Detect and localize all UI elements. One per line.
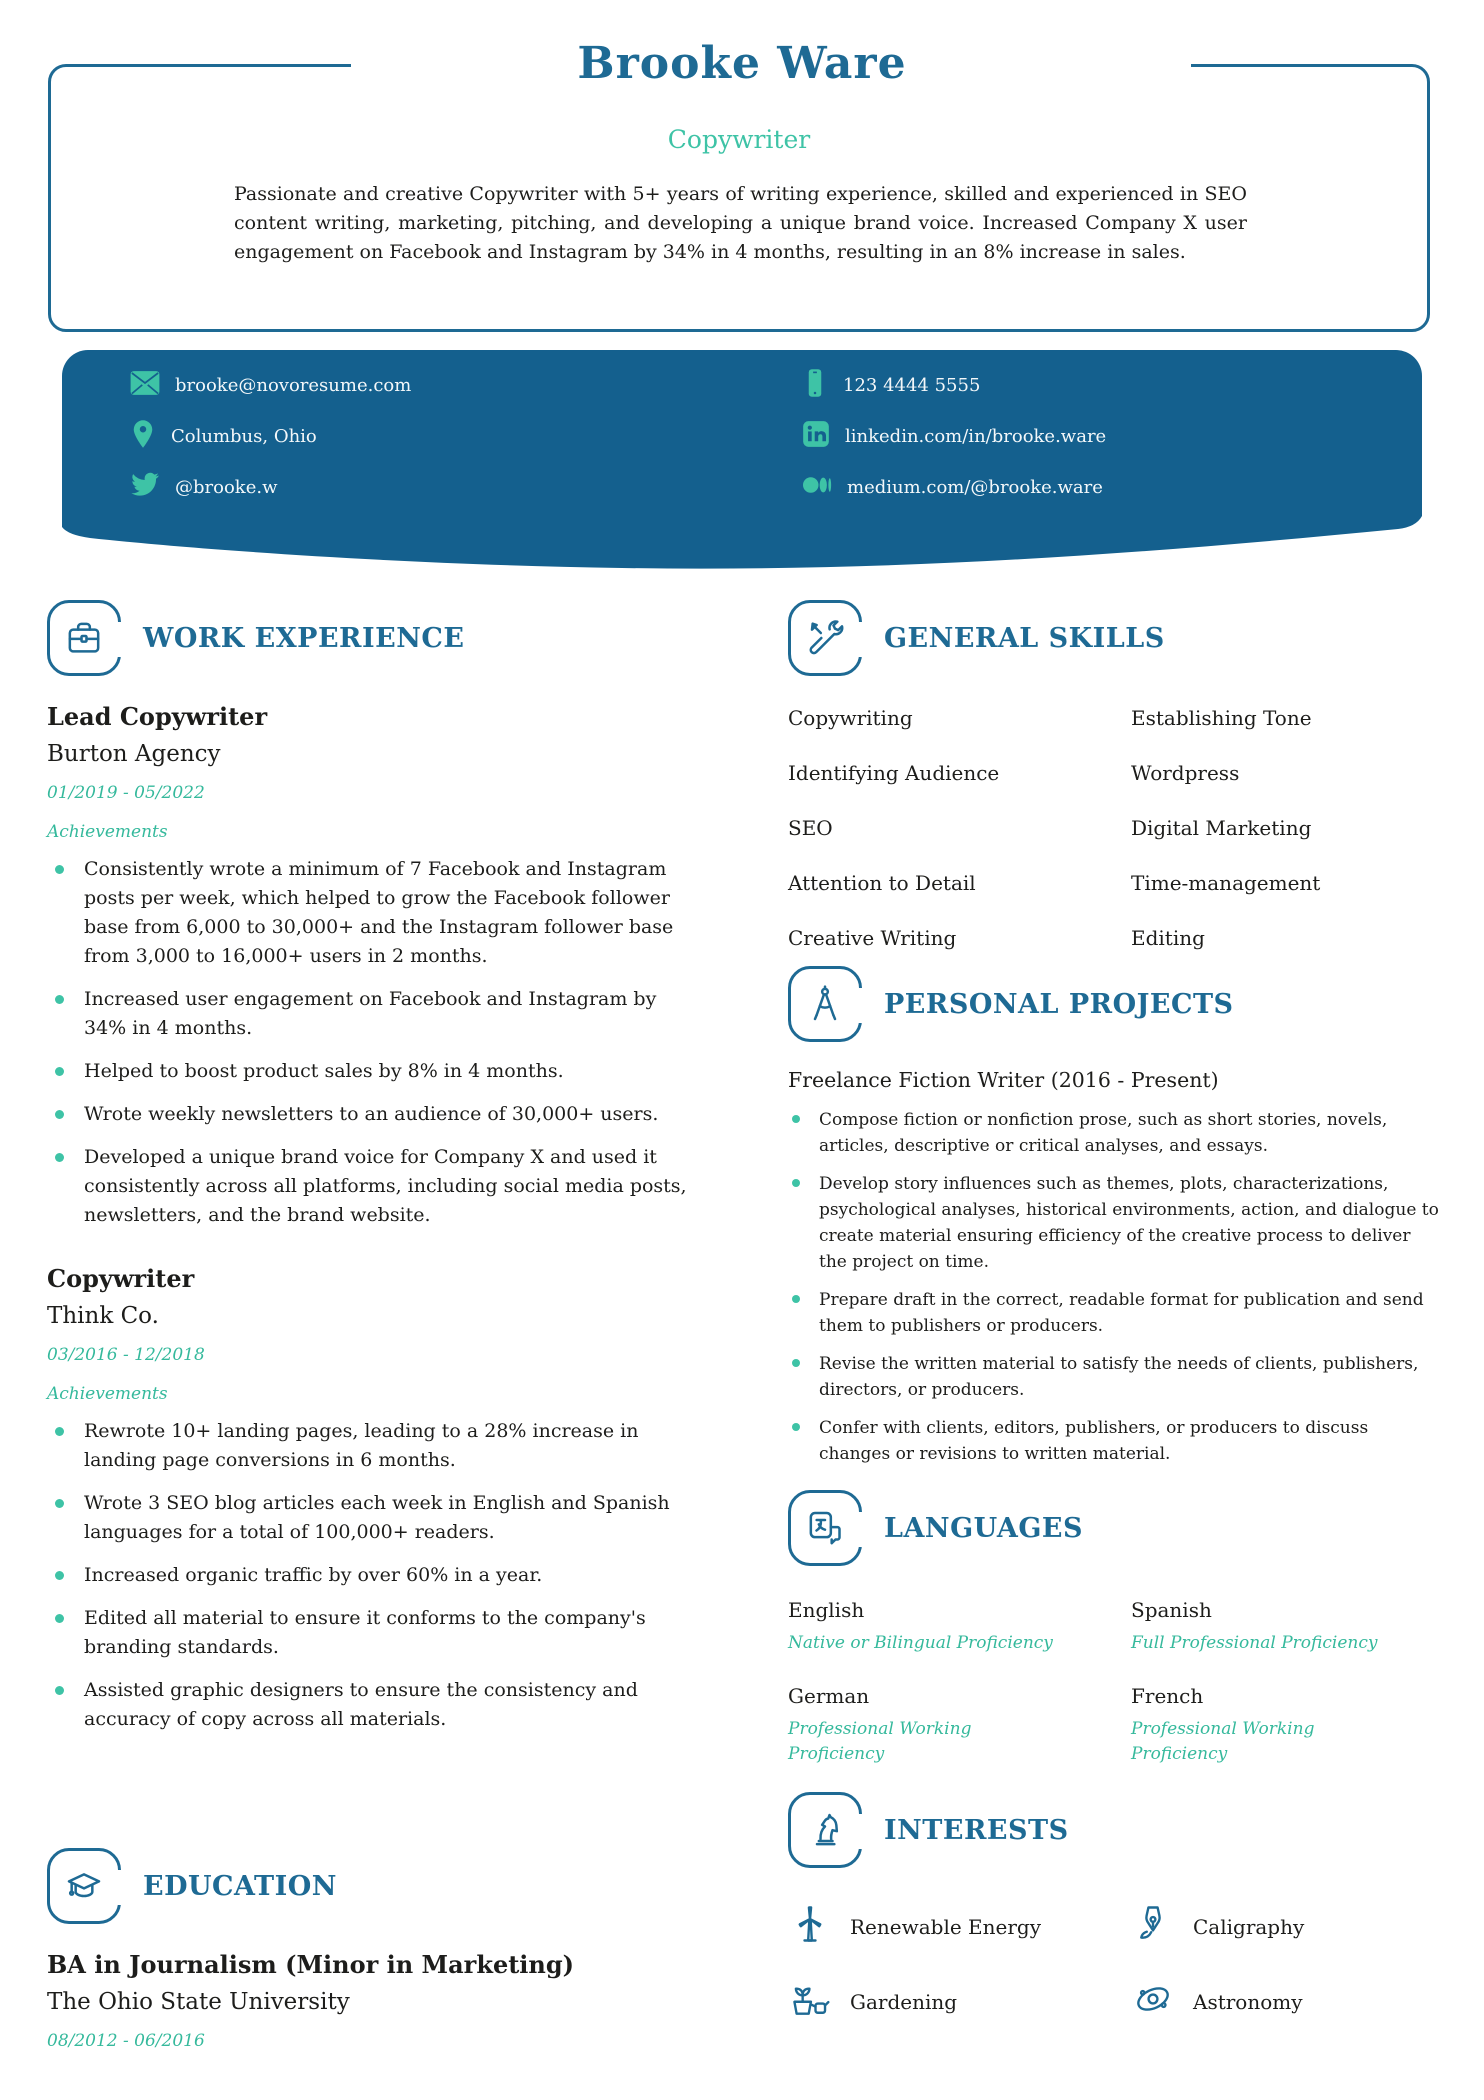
general-skills-section <box>788 600 1440 950</box>
contact-linkedin <box>802 411 1422 462</box>
contact-text: @brooke.w <box>175 477 278 498</box>
contact-text: linkedin.com/in/brooke.ware <box>845 426 1107 447</box>
interest-label: Renewable Energy <box>850 1914 1042 1939</box>
email-icon <box>130 370 160 401</box>
skill-item: Time-management <box>1131 871 1321 895</box>
wind-turbine-icon <box>788 1902 832 1951</box>
interests-grid <box>788 1902 1440 2026</box>
location-icon <box>130 419 156 454</box>
projects-section-header <box>788 966 1440 1042</box>
contact-phone <box>802 360 1422 411</box>
person-summary: Passionate and creative Copywriter with 5+ years of writing experience, skilled and experienced in SEO content writing, marketing, pitching, and developing a unique brand voice. Increased Company X user engagement on Facebook and Instagram by 34% in 4 months, resulting in an 8% increase in sales. <box>234 183 1247 263</box>
section-title: PERSONAL PROJECTS <box>884 988 1234 1020</box>
interests-section <box>788 1792 1440 2026</box>
briefcase-icon <box>47 600 121 676</box>
degree: BA in Journalism (Minor in Marketing) <box>47 1950 575 1979</box>
achievement-item: Increased user engagement on Facebook and Instagram by 34% in 4 months. <box>47 985 687 1043</box>
contact-location <box>130 411 802 462</box>
skill-item: Wordpress <box>1131 761 1240 785</box>
contact-band-wave <box>62 508 1422 578</box>
language-item <box>1131 1598 1440 1656</box>
education-section-header <box>47 1848 687 1924</box>
achievements-list <box>47 855 687 1230</box>
section-title: GENERAL SKILLS <box>884 622 1165 654</box>
work-section-header <box>47 600 687 676</box>
phone-icon <box>802 368 828 403</box>
contact-text: medium.com/@brooke.ware <box>847 477 1103 498</box>
astronomy-icon <box>1131 1977 1175 2026</box>
contact-text: brooke@novoresume.com <box>175 375 412 396</box>
project-bullet: Revise the written material to satisfy the needs of clients, publishers, directors, or producers. <box>788 1351 1440 1403</box>
languages-section <box>788 1490 1440 1767</box>
drafting-compass-icon <box>788 966 862 1042</box>
achievement-item: Edited all material to ensure it conforms to the company's branding standards. <box>47 1604 687 1662</box>
skill-item: Digital Marketing <box>1131 816 1312 840</box>
contact-band <box>62 350 1422 510</box>
twitter-icon <box>130 472 160 503</box>
language-level: Full Professional Proficiency <box>1131 1633 1378 1653</box>
job-company: Burton Agency <box>47 741 221 767</box>
language-name: Spanish <box>1131 1598 1212 1622</box>
project-title: Freelance Fiction Writer (2016 - Present) <box>788 1068 1219 1092</box>
person-job-title: Copywriter <box>667 125 811 154</box>
interest-label: Astronomy <box>1193 1989 1303 2014</box>
achievement-item: Assisted graphic designers to ensure the consistency and accuracy of copy across all materials. <box>47 1676 687 1734</box>
interest-item <box>1131 1977 1440 2026</box>
achievements-label: Achievements <box>47 822 168 842</box>
achievement-item: Helped to boost product sales by 8% in 4 months. <box>47 1057 687 1086</box>
achievements-label: Achievements <box>47 1384 168 1404</box>
language-name: French <box>1131 1684 1204 1708</box>
languages-section-header <box>788 1490 1440 1566</box>
interest-label: Gardening <box>850 1989 958 2014</box>
languages-grid <box>788 1598 1440 1767</box>
project-bullet: Prepare draft in the correct, readable format for publication and send them to publishers or producers. <box>788 1287 1440 1339</box>
section-title: INTERESTS <box>884 1814 1069 1846</box>
achievement-item: Rewrote 10+ landing pages, leading to a 28% increase in landing page conversions in 6 months. <box>47 1417 687 1475</box>
language-level: Professional Working Proficiency <box>1131 1719 1315 1764</box>
school: The Ohio State University <box>47 1989 350 2015</box>
translate-icon <box>788 1490 862 1566</box>
section-title: EDUCATION <box>143 1870 337 1902</box>
contact-email <box>130 360 802 411</box>
project-bullet: Compose fiction or nonfiction prose, such as short stories, novels, articles, descriptive or critical analyses, and essays. <box>788 1107 1440 1159</box>
project-bullets <box>788 1107 1440 1467</box>
skills-section-header <box>788 600 1440 676</box>
job-title: Copywriter <box>47 1264 195 1293</box>
interest-label: Caligraphy <box>1193 1914 1305 1939</box>
achievement-item: Consistently wrote a minimum of 7 Facebook and Instagram posts per week, which helped to grow the Facebook follower base from 6,000 to 30,000+ and the Instagram follower base from 3,000 to 16,000+ users in 2 months. <box>47 855 687 971</box>
contact-medium <box>802 462 1422 513</box>
skill-item: Attention to Detail <box>788 871 976 895</box>
interest-item <box>788 1902 1131 1951</box>
achievement-item: Increased organic traffic by over 60% in a year. <box>47 1561 687 1590</box>
skill-item: Creative Writing <box>788 926 957 950</box>
language-name: English <box>788 1598 865 1622</box>
chess-knight-icon <box>788 1792 862 1868</box>
language-item <box>1131 1684 1440 1767</box>
linkedin-icon <box>802 420 830 453</box>
job-company: Think Co. <box>47 1303 159 1329</box>
language-item <box>788 1598 1131 1656</box>
achievement-item: Wrote weekly newsletters to an audience of 30,000+ users. <box>47 1100 687 1129</box>
education-dates: 08/2012 - 06/2016 <box>47 2031 205 2051</box>
achievement-item: Developed a unique brand voice for Company X and used it consistently across all platforms, including social media posts, newsletters, and the brand website. <box>47 1143 687 1230</box>
skill-item: SEO <box>788 816 833 840</box>
section-title: WORK EXPERIENCE <box>143 622 465 654</box>
work-experience-section <box>47 600 687 1748</box>
language-item <box>788 1684 1131 1767</box>
section-title: LANGUAGES <box>884 1512 1083 1544</box>
summary-box <box>48 64 1430 332</box>
job-entry <box>47 1264 687 1734</box>
achievements-list <box>47 1417 687 1734</box>
contact-twitter <box>130 462 802 513</box>
job-dates: 01/2019 - 05/2022 <box>47 783 205 803</box>
project-bullet: Develop story influences such as themes, plots, characterizations, psychological analyses, historical environments, action, and dialogue to create material ensuring efficiency of the creative process to deliver the project on time. <box>788 1171 1440 1275</box>
job-title: Lead Copywriter <box>47 702 268 731</box>
language-name: German <box>788 1684 870 1708</box>
achievement-item: Wrote 3 SEO blog articles each week in English and Spanish languages for a total of 100,000+ readers. <box>47 1489 687 1547</box>
skills-grid <box>788 706 1440 950</box>
contact-text: 123 4444 5555 <box>843 375 981 396</box>
job-dates: 03/2016 - 12/2018 <box>47 1345 205 1365</box>
skill-item: Identifying Audience <box>788 761 1000 785</box>
personal-projects-section <box>788 966 1440 1479</box>
contact-text: Columbus, Ohio <box>171 426 317 447</box>
skill-item: Establishing Tone <box>1131 706 1312 730</box>
interest-item <box>1131 1902 1440 1951</box>
job-entry <box>47 702 687 1230</box>
skills-tools-icon <box>788 600 862 676</box>
graduation-cap-icon <box>47 1848 121 1924</box>
medium-icon <box>802 472 832 503</box>
language-level: Professional Working Proficiency <box>788 1719 972 1764</box>
language-level: Native or Bilingual Proficiency <box>788 1633 1053 1653</box>
project-bullet: Confer with clients, editors, publishers, or producers to discuss changes or revisions to written material. <box>788 1415 1440 1467</box>
interests-section-header <box>788 1792 1440 1868</box>
page-title: Brooke Ware <box>577 38 907 89</box>
skill-item: Copywriting <box>788 706 913 730</box>
pen-nib-icon <box>1131 1902 1175 1951</box>
education-entry <box>47 1950 687 2051</box>
skill-item: Editing <box>1131 926 1205 950</box>
education-section <box>47 1848 687 2070</box>
interest-item <box>788 1977 1131 2026</box>
gardening-icon <box>788 1977 832 2026</box>
